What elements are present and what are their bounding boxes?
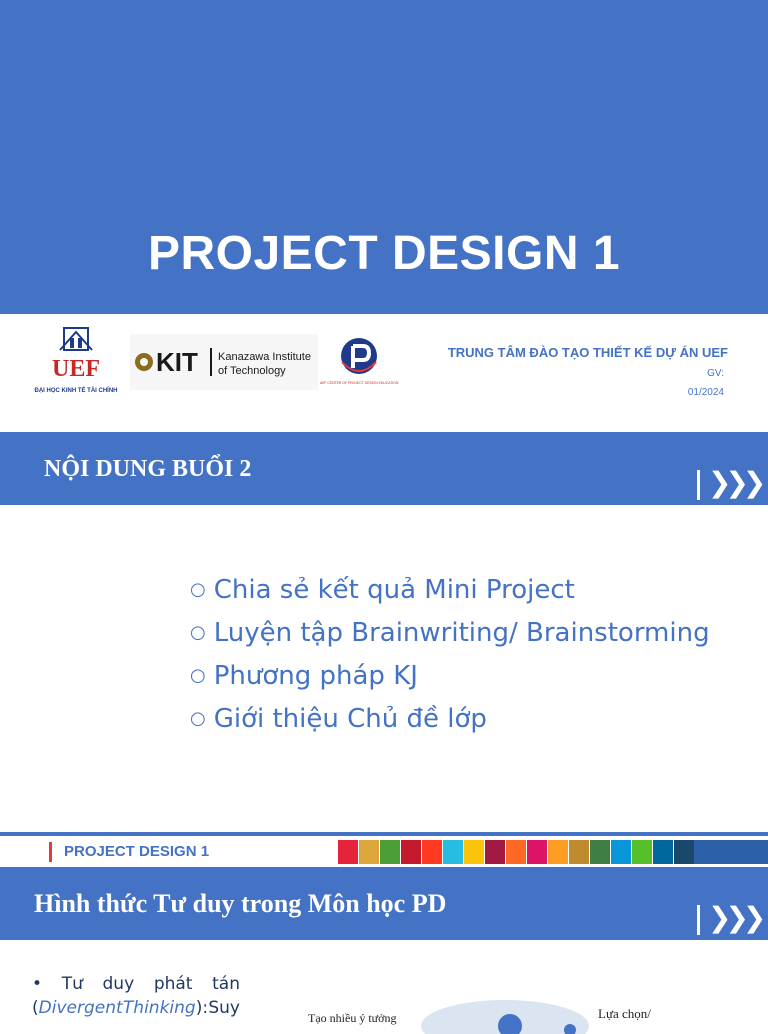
agenda-slide-header xyxy=(0,432,768,505)
bullet-line: (Divergent Thinking): Suy xyxy=(32,998,240,1018)
sdg-goals-tile xyxy=(694,840,768,864)
list-item: ○ Luyện tập Brainwriting/ Brainstorming xyxy=(190,618,710,648)
svg-text:UEF: UEF xyxy=(52,356,100,382)
sdg-goal-icon xyxy=(653,840,673,864)
sdg-goal-icon xyxy=(548,840,568,864)
header-divider xyxy=(697,470,700,500)
thinking-slide-header xyxy=(0,867,768,940)
sdg-icons-strip xyxy=(338,840,695,864)
svg-text:ĐẠI HỌC KINH TẾ TÀI CHÍNH: ĐẠI HỌC KINH TẾ TÀI CHÍNH xyxy=(34,388,118,394)
circle-bullet-icon: ○ xyxy=(190,579,206,600)
list-item: ○ Giới thiệu Chủ đề lớp xyxy=(190,704,487,734)
sdg-goal-icon xyxy=(380,840,400,864)
lecturer-label: GV: xyxy=(707,368,724,379)
sdg-goal-icon xyxy=(359,840,379,864)
sdg-goal-icon xyxy=(527,840,547,864)
sdg-goal-icon xyxy=(611,840,631,864)
chevron-right-icon: ❯❯❯ xyxy=(708,467,761,498)
title-slide-header xyxy=(0,0,768,314)
sdg-goal-icon xyxy=(506,840,526,864)
circle-bullet-icon: ○ xyxy=(190,708,206,729)
center-name: TRUNG TÂM ĐÀO TẠO THIẾT KẾ DỰ ÁN UEF xyxy=(447,345,728,360)
sdg-goal-icon xyxy=(590,840,610,864)
chevron-right-icon: ❯❯❯ xyxy=(708,902,761,933)
slide-title: PROJECT DESIGN 1 xyxy=(147,227,621,280)
sdg-goal-icon xyxy=(401,840,421,864)
circle-bullet-icon: ○ xyxy=(190,622,206,643)
agenda-list xyxy=(190,568,710,740)
svg-text:of Technology: of Technology xyxy=(218,365,286,377)
circle-bullet-icon: ○ xyxy=(190,665,206,686)
sdg-goal-icon xyxy=(632,840,652,864)
sdg-goal-icon xyxy=(464,840,484,864)
sdg-goal-icon xyxy=(485,840,505,864)
brand-label: PROJECT DESIGN 1 xyxy=(64,843,210,860)
list-item: ○ Chia sẻ kết quả Mini Project xyxy=(190,575,575,605)
sdg-goal-icon xyxy=(422,840,442,864)
diagram-caption-right: Lựa chọn/ xyxy=(598,1006,651,1021)
sdg-goal-icon xyxy=(443,840,463,864)
logo-strip xyxy=(0,314,768,422)
diagram-caption-left: Tạo nhiều ý tưởng xyxy=(308,1011,397,1025)
header-divider xyxy=(697,905,700,935)
date-label: 01/2024 xyxy=(687,387,724,398)
svg-text:KIT: KIT xyxy=(156,347,198,377)
uef-logo xyxy=(30,326,122,398)
svg-text:UEF CENTER OF PROJECT DESIGN E: UEF CENTER OF PROJECT DESIGN EDUCATION xyxy=(319,381,399,385)
pdc-logo xyxy=(319,332,399,400)
sdg-goal-icon xyxy=(338,840,358,864)
sdg-goal-icon xyxy=(569,840,589,864)
sdg-goal-icon xyxy=(674,840,694,864)
idea-cloud-diagram xyxy=(420,994,590,1034)
kit-logo xyxy=(130,334,318,390)
bullet-line: • Tư duy phát tán xyxy=(32,974,240,994)
list-item: ○ Phương pháp KJ xyxy=(190,661,418,691)
svg-text:Kanazawa Institute: Kanazawa Institute xyxy=(218,351,311,363)
brand-accent-mark xyxy=(49,842,52,862)
agenda-title: NỘI DUNG BUỔI 2 xyxy=(44,456,252,482)
thinking-title: Hình thức Tư duy trong Môn học PD xyxy=(34,889,447,918)
